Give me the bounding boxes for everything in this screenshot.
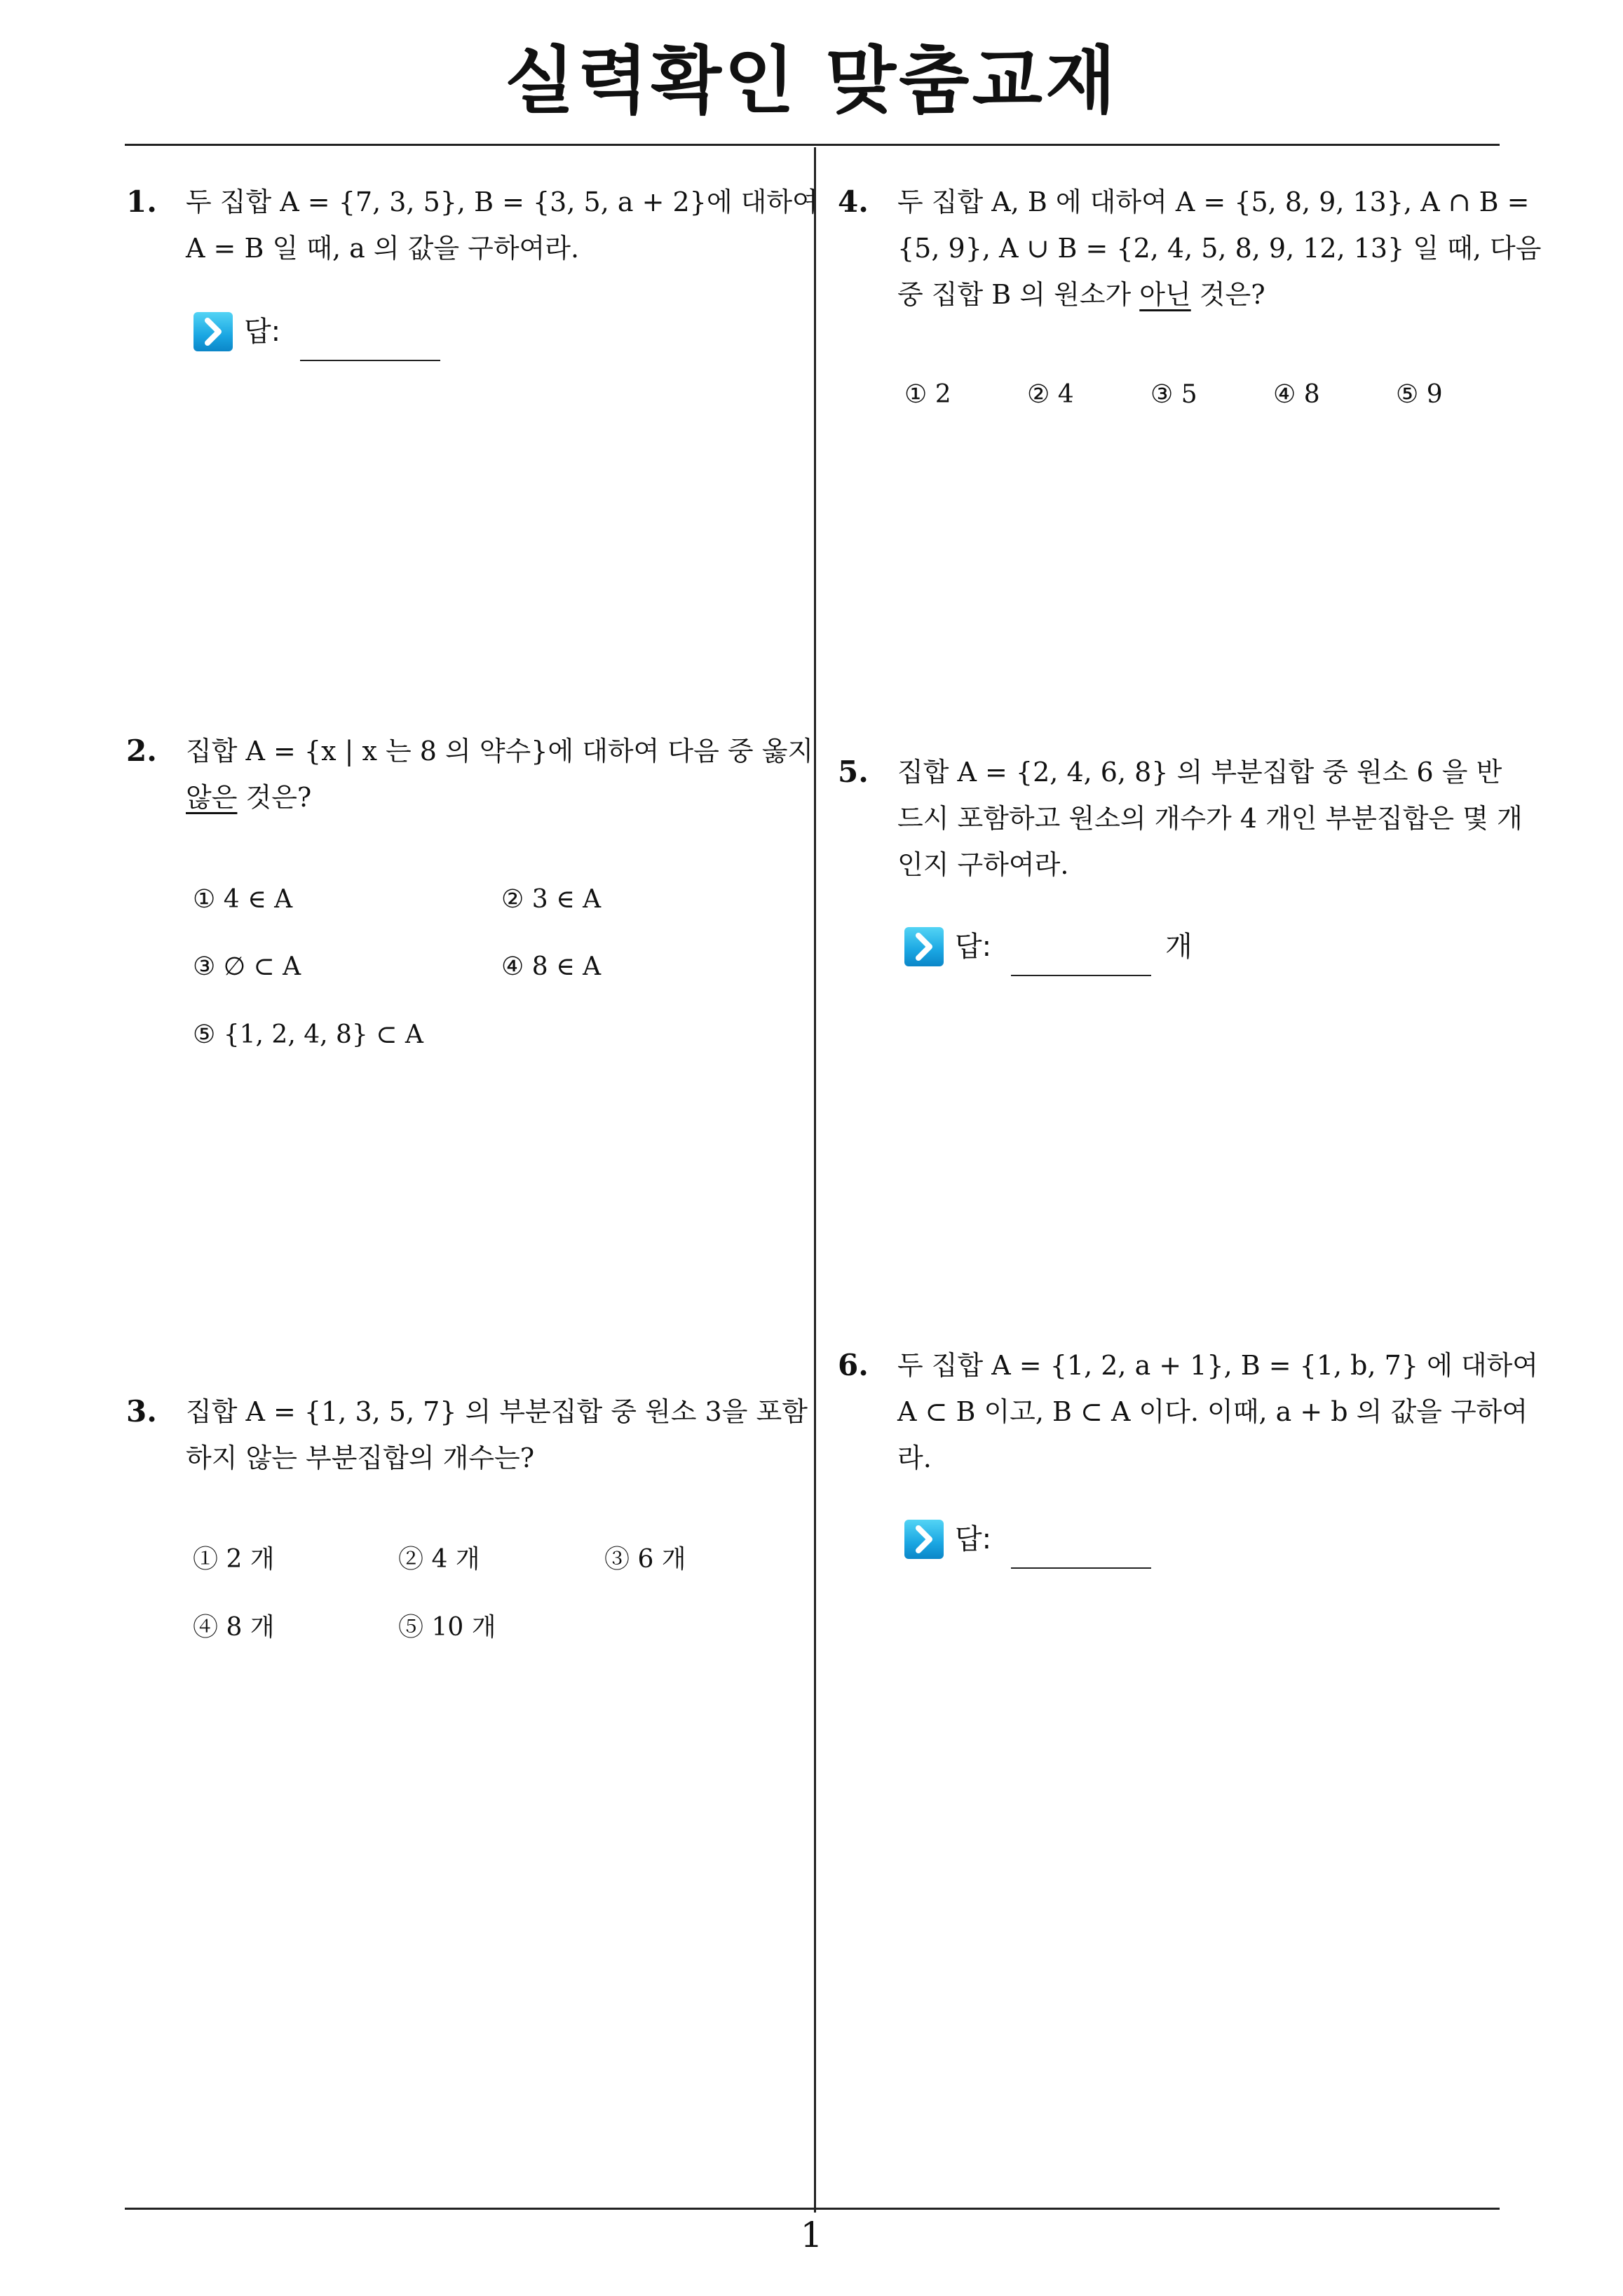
question-text-line: 두 집합 A, B 에 대하여 A = {5, 8, 9, 13}, A ∩ B =: [897, 187, 1530, 217]
question-6: [838, 1342, 1538, 1497]
question-text-line: 중 집합 B 의 원소가 아닌 것은?: [897, 279, 1265, 310]
answer-field[interactable]: [904, 1520, 1185, 1569]
question-text: [186, 179, 818, 271]
question-text-line: 하지 않는 부분집합의 개수는?: [186, 1443, 535, 1473]
question-text-line: 집합 A = {2, 4, 6, 8} 의 부분집합 중 원소 6 을 반: [897, 757, 1502, 788]
underlined-word: 않은: [186, 782, 238, 813]
choice-5[interactable]: ⑤ 10 개: [398, 1613, 496, 1642]
question-text: [897, 1342, 1538, 1481]
question-text-line: 인지 구하여라.: [897, 849, 1069, 880]
question-text: [186, 1389, 808, 1481]
answer-blank[interactable]: [1011, 975, 1151, 976]
question-5: [838, 749, 1523, 903]
page-number: 1: [800, 2215, 823, 2255]
question-text-line: 집합 A = {x | x 는 8 의 약수}에 대하여 다음 중 옳지: [186, 736, 814, 767]
choice-4[interactable]: ④ 8: [1273, 380, 1320, 409]
chevron-right-icon: [904, 1520, 944, 1559]
answer-field[interactable]: [193, 312, 474, 361]
question-text-line: A = B 일 때, a 의 값을 구하여라.: [186, 233, 580, 264]
choice-4[interactable]: ④ 8 ∈ A: [501, 952, 602, 981]
choice-1[interactable]: ① 4 ∈ A: [193, 885, 293, 914]
choice-4[interactable]: ④ 8 개: [193, 1613, 275, 1642]
question-text-line: 않은 것은?: [186, 782, 312, 813]
choice-5[interactable]: ⑤ {1, 2, 4, 8} ⊂ A: [193, 1020, 423, 1049]
question-text-line: 두 집합 A = {1, 2, a + 1}, B = {1, b, 7} 에 대하여: [897, 1350, 1538, 1381]
question-3: [126, 1389, 806, 1494]
question-text-line: 드시 포함하고 원소의 개수가 4 개인 부분집합은 몇 개: [897, 803, 1523, 834]
choice-1[interactable]: ① 2 개: [193, 1545, 275, 1574]
question-text-line: A ⊂ B 이고, B ⊂ A 이다. 이때, a + b 의 값을 구하여: [897, 1396, 1528, 1427]
question-2: [126, 728, 814, 833]
question-text: [897, 179, 1541, 318]
chevron-right-icon: [193, 312, 233, 351]
question-text-line: 두 집합 A = {7, 3, 5}, B = {3, 5, a + 2}에 대하여: [186, 187, 818, 217]
question-text-line: 집합 A = {1, 3, 5, 7} 의 부분집합 중 원소 3을 포함: [186, 1396, 808, 1427]
choice-1[interactable]: ① 2: [904, 380, 951, 409]
choice-2[interactable]: ② 4 개: [398, 1545, 480, 1574]
answer-label: 답:: [244, 316, 281, 348]
question-number: 5.: [838, 755, 869, 789]
question-number: 2.: [126, 734, 157, 768]
question-number: 6.: [838, 1348, 869, 1382]
choice-5[interactable]: ⑤ 9: [1396, 380, 1443, 409]
choice-2[interactable]: ② 4: [1027, 380, 1074, 409]
header-divider: [125, 144, 1500, 146]
underlined-word: 아닌: [1139, 279, 1191, 310]
question-text-line: {5, 9}, A ∪ B = {2, 4, 5, 8, 9, 12, 13} 일 때, 다음: [897, 233, 1542, 264]
question-text-line: 라.: [897, 1443, 932, 1473]
question-number: 4.: [838, 184, 869, 219]
footer-divider: [125, 2208, 1500, 2210]
answer-blank[interactable]: [1011, 1567, 1151, 1569]
chevron-right-icon: [904, 927, 944, 966]
choice-3[interactable]: ③ 5: [1150, 380, 1197, 409]
question-number: 3.: [126, 1394, 157, 1429]
answer-unit: 개: [1165, 931, 1193, 963]
answer-label: 답:: [955, 931, 992, 963]
question-number: 1.: [126, 184, 157, 219]
page-title: 실력확인 맞춤교재: [504, 38, 1119, 123]
question-text: [897, 749, 1523, 888]
choice-3[interactable]: ③ ∅ ⊂ A: [193, 952, 301, 981]
column-divider: [814, 147, 816, 2213]
question-text: [186, 728, 813, 821]
answer-blank[interactable]: [300, 360, 440, 361]
answer-field[interactable]: [904, 927, 1220, 976]
choice-2[interactable]: ② 3 ∈ A: [501, 885, 602, 914]
choice-3[interactable]: ③ 6 개: [604, 1545, 686, 1574]
answer-label: 답:: [955, 1523, 992, 1555]
question-4: [838, 179, 1542, 333]
